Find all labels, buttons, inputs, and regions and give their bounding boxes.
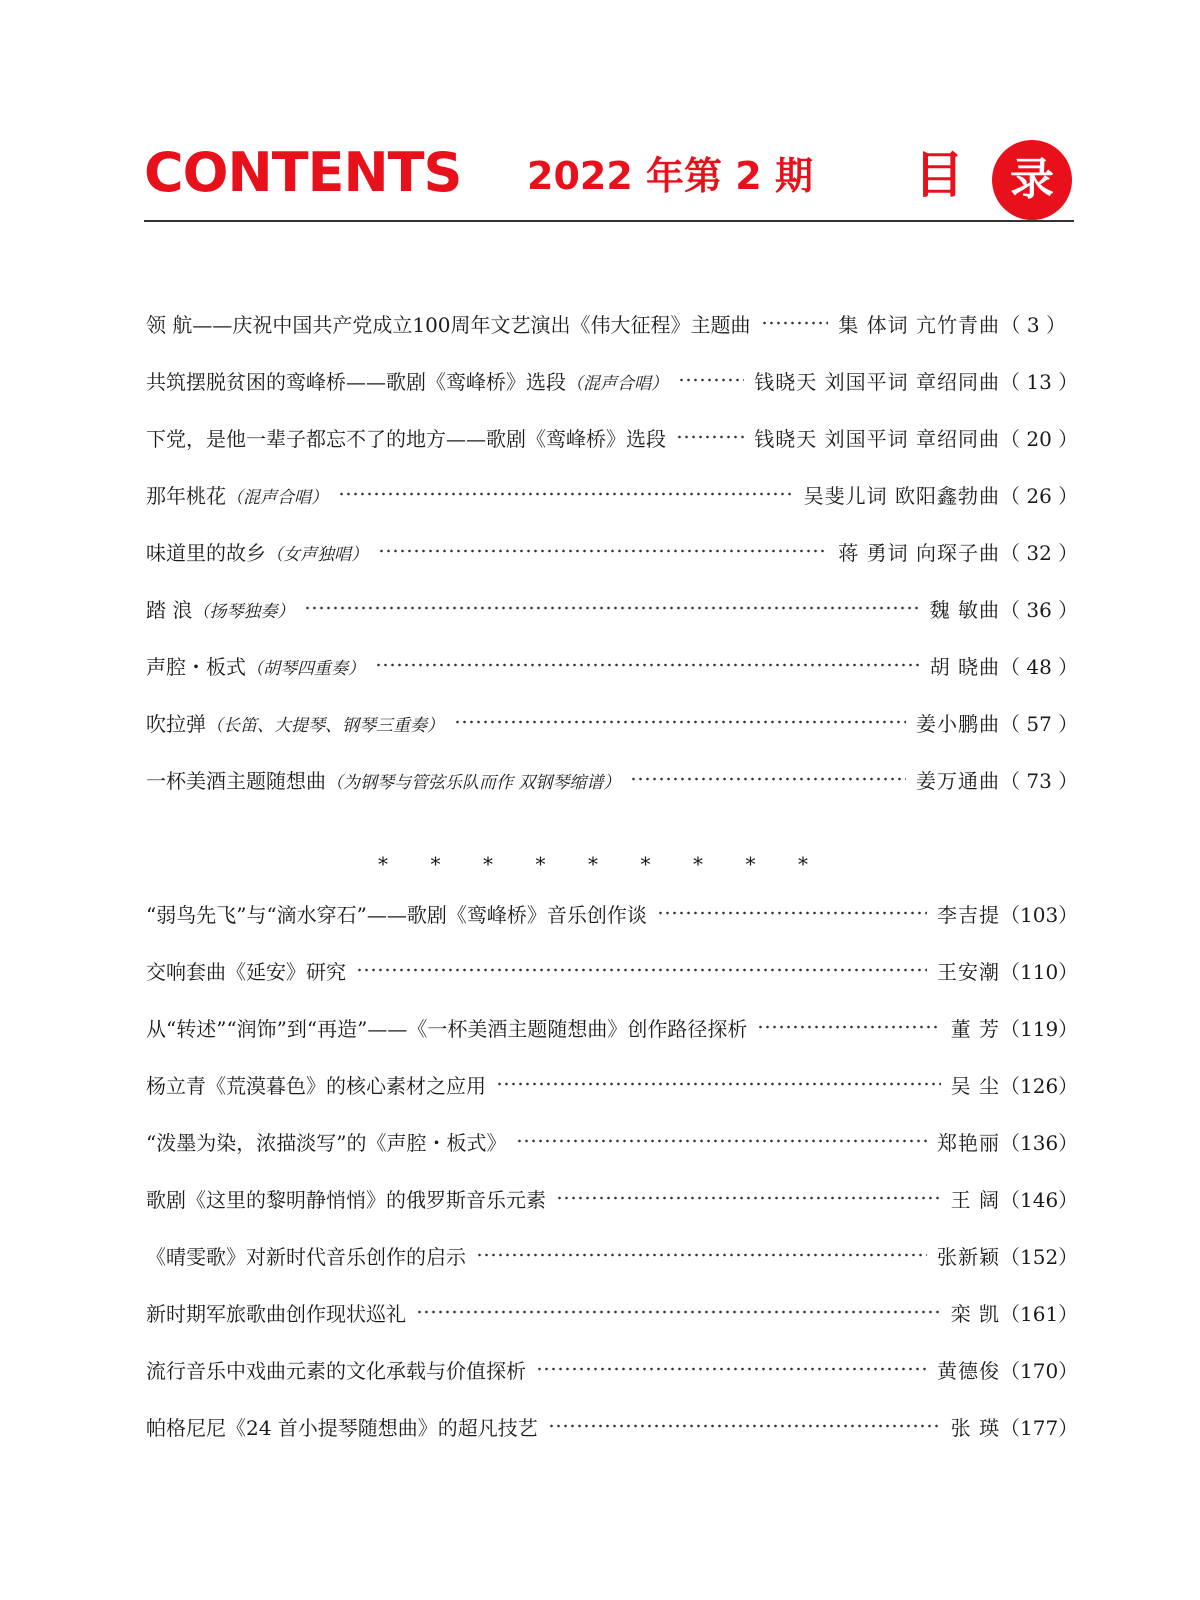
entry-page: （ 20 ） [1000, 426, 1079, 451]
entry-credit: 姜小鹏曲 [916, 711, 1000, 736]
separator-star: * [378, 852, 388, 876]
entry-title-text: 吹拉弹 [146, 711, 206, 736]
entry-author: 董 芳 [950, 1016, 1000, 1041]
entry-title-text: 声腔・板式 [146, 654, 246, 679]
toc-entry[interactable] [146, 1409, 1079, 1443]
entry-credit: 姜万通曲 [916, 768, 1000, 793]
entry-author: 吴 尘 [950, 1073, 1000, 1098]
toc-entry[interactable] [146, 1352, 1079, 1386]
entry-author: 栾 凯 [950, 1301, 1000, 1326]
entry-credit: 钱晓天 刘国平词 章绍同曲 [754, 369, 1000, 394]
entry-note: （混声合唱） [566, 373, 668, 394]
entry-author: 王安潮 [937, 959, 1000, 984]
entry-title-text: 味道里的故乡 [146, 540, 266, 565]
leader-dots [356, 968, 927, 972]
mulu-heading-lu-badge: 录 [992, 140, 1072, 220]
entry-title: “泼墨为染，浓描淡写”的《声腔・板式》 [146, 1130, 507, 1155]
mulu-heading-mu: 目 [914, 146, 964, 204]
toc-entry[interactable] [146, 591, 1079, 625]
toc-entry[interactable] [146, 953, 1079, 987]
entry-note: （扬琴独奏） [192, 601, 295, 622]
entry-page: （ 26 ） [1000, 483, 1079, 508]
separator-star: * [693, 852, 703, 876]
entry-credit: 魏 敏曲 [929, 597, 1000, 622]
entry-title [146, 594, 294, 623]
entry-page: （146） [1000, 1187, 1079, 1212]
leader-dots [516, 1139, 927, 1143]
entry-title: 下党，是他一辈子都忘不了的地方——歌剧《鸾峰桥》选段 [146, 426, 666, 451]
entry-title [146, 480, 328, 509]
leader-dots [556, 1196, 941, 1200]
entry-author: 李吉提 [937, 902, 1000, 927]
entry-credit: 蒋 勇词 向琛子曲 [838, 540, 1000, 565]
issue-label: 2022 年第 2 期 [527, 154, 813, 198]
toc-entry[interactable] [146, 1124, 1079, 1158]
separator-star: * [430, 852, 441, 876]
entry-title: 杨立青《荒漠暮色》的核心素材之应用 [146, 1073, 486, 1098]
page-header [144, 140, 1074, 220]
entry-note: （为钢琴与管弦乐队而作 双钢琴缩谱） [326, 772, 621, 793]
entry-title: “弱鸟先飞”与“滴水穿石”——歌剧《鸾峰桥》音乐创作谈 [146, 902, 647, 927]
leader-dots [496, 1082, 941, 1086]
entry-page: （ 36 ） [1000, 597, 1079, 622]
entry-page: （ 13 ） [1000, 369, 1079, 394]
leader-dots [536, 1367, 927, 1371]
entry-title: 帕格尼尼《24 首小提琴随想曲》的超凡技艺 [146, 1415, 538, 1440]
toc-entry[interactable] [146, 1010, 1079, 1044]
toc-entry[interactable] [146, 306, 1066, 340]
entry-note: （长笛、大提琴、钢琴三重奏） [206, 715, 444, 736]
entry-title-text: 一杯美酒主题随想曲 [146, 768, 326, 793]
toc-entry[interactable] [146, 1295, 1079, 1329]
entry-note: （胡琴四重奏） [246, 658, 365, 679]
leader-dots [630, 777, 906, 781]
toc-entry[interactable] [146, 420, 1079, 454]
entry-page: （136） [1000, 1130, 1079, 1155]
toc-entry[interactable] [146, 648, 1079, 682]
entry-note: （女声独唱） [266, 544, 368, 565]
leader-dots [338, 492, 794, 496]
entry-author: 张 瑛 [950, 1415, 1000, 1440]
leader-dots [757, 1025, 940, 1029]
entry-title [146, 651, 365, 680]
entry-page: （177） [1000, 1415, 1079, 1440]
entry-page: （170） [1000, 1358, 1079, 1383]
toc-entry[interactable] [146, 1181, 1079, 1215]
entry-title: 流行音乐中戏曲元素的文化承载与价值探析 [146, 1358, 526, 1383]
entry-title-text: 共筑摆脱贫困的鸾峰桥——歌剧《鸾峰桥》选段 [146, 369, 566, 394]
separator-star: * [798, 852, 808, 876]
entry-page: （ 32 ） [1000, 540, 1079, 565]
entry-page: （ 73 ） [1000, 768, 1079, 793]
toc-entry[interactable] [146, 705, 1079, 739]
section-separator [378, 852, 808, 876]
entry-page: （152） [1000, 1244, 1079, 1269]
entry-title: 领 航——庆祝中国共产党成立100周年文艺演出《伟大征程》主题曲 [146, 312, 751, 337]
entry-page: （ 48 ） [1000, 654, 1079, 679]
entry-page: （ 57 ） [1000, 711, 1079, 736]
entry-title-text: 踏 浪 [146, 597, 193, 622]
leader-dots [761, 321, 829, 325]
entry-title: 新时期军旅歌曲创作现状巡礼 [146, 1301, 406, 1326]
entry-page: （ 3 ） [1000, 312, 1066, 337]
entry-title [146, 366, 668, 395]
leader-dots [454, 720, 906, 724]
entry-credit: 集 体词 亢竹青曲 [838, 312, 1000, 337]
leader-dots [375, 663, 920, 667]
entry-author: 郑艳丽 [937, 1130, 1000, 1155]
toc-entry[interactable] [146, 762, 1079, 796]
leader-dots [678, 378, 744, 382]
contents-heading: CONTENTS [144, 141, 462, 204]
entry-title: 歌剧《这里的黎明静悄悄》的俄罗斯音乐元素 [146, 1187, 546, 1212]
separator-star: * [745, 852, 756, 876]
entry-author: 王 阔 [950, 1187, 1000, 1212]
entry-page: （103） [1000, 902, 1079, 927]
entry-credit: 吴斐儿词 欧阳鑫勃曲 [803, 483, 1000, 508]
entry-note: （混声合唱） [226, 487, 328, 508]
entry-page: （119） [1000, 1016, 1079, 1041]
leader-dots [657, 911, 927, 915]
header-divider [144, 220, 1074, 222]
entry-title: 交响套曲《延安》研究 [146, 959, 346, 984]
toc-entry[interactable] [146, 1067, 1079, 1101]
entry-author: 黄德俊 [937, 1358, 1000, 1383]
separator-star: * [535, 852, 546, 876]
leader-dots [416, 1310, 941, 1314]
separator-star: * [588, 852, 598, 876]
entry-title-text: 那年桃花 [146, 483, 226, 508]
entry-author: 张新颖 [937, 1244, 1000, 1269]
separator-star: * [640, 852, 651, 876]
toc-entry[interactable] [146, 1238, 1079, 1272]
leader-dots [378, 549, 828, 553]
leader-dots [304, 606, 919, 610]
entry-title: 从“转述”“润饰”到“再造”——《一杯美酒主题随想曲》创作路径探析 [146, 1016, 748, 1041]
entry-title: 《晴雯歌》对新时代音乐创作的启示 [146, 1244, 466, 1269]
leader-dots [676, 435, 744, 439]
leader-dots [548, 1424, 941, 1428]
leader-dots [476, 1253, 927, 1257]
separator-star: * [483, 852, 493, 876]
toc-entry[interactable] [146, 363, 1079, 397]
entry-title [146, 708, 444, 737]
entry-credit: 钱晓天 刘国平词 章绍同曲 [754, 426, 1000, 451]
entry-credit: 胡 晓曲 [929, 654, 1000, 679]
toc-entry[interactable] [146, 477, 1079, 511]
toc-entry[interactable] [146, 534, 1079, 568]
entry-title [146, 765, 620, 794]
entry-page: （110） [1000, 959, 1079, 984]
entry-title [146, 537, 368, 566]
toc-entry[interactable] [146, 896, 1079, 930]
entry-page: （161） [1000, 1301, 1079, 1326]
entry-page: （126） [1000, 1073, 1079, 1098]
